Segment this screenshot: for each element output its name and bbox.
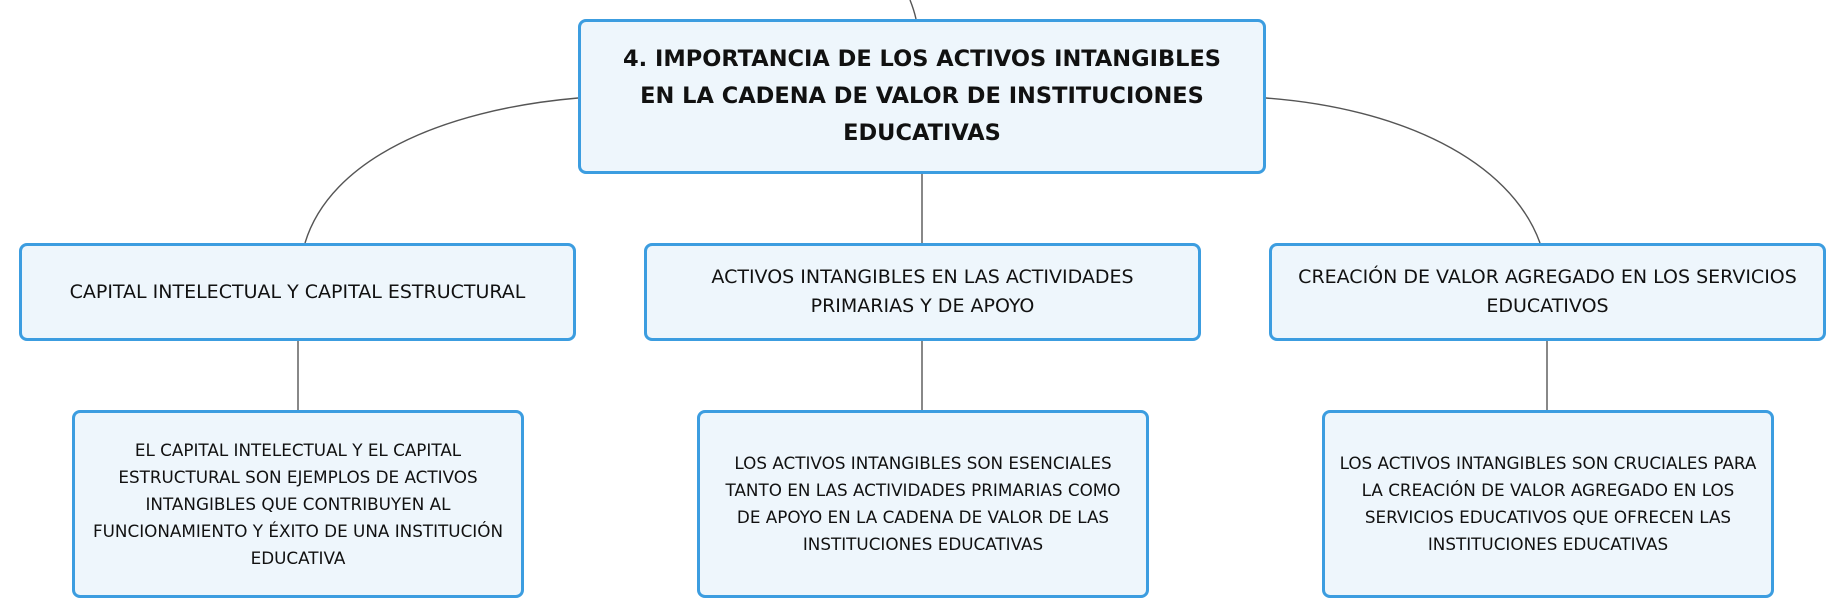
- root-topic-node[interactable]: [578, 19, 1266, 174]
- branch-label: ACTIVOS INTANGIBLES EN LAS ACTIVIDADES PRIMARIAS Y DE APOYO: [711, 266, 1134, 317]
- detail-text: EL CAPITAL INTELECTUAL Y EL CAPITAL ESTRUCTURAL SON EJEMPLOS DE ACTIVOS INTANGIBLES QUE CONTRIBUYEN AL FUNCIONAMIENTO Y ÉXITO DE UNA INSTITUCIÓN EDUCATIVA: [92, 439, 504, 568]
- branch-node-capital-intelectual[interactable]: [19, 243, 576, 341]
- connector-parent-to-root: [910, 0, 916, 19]
- root-topic-label: 4. IMPORTANCIA DE LOS ACTIVOS INTANGIBLES EN LA CADENA DE VALOR DE INSTITUCIONES EDUCATIVAS: [622, 46, 1222, 146]
- branch-node-valor-agregado[interactable]: [1269, 243, 1826, 341]
- detail-text: LOS ACTIVOS INTANGIBLES SON CRUCIALES PARA LA CREACIÓN DE VALOR AGREGADO EN LOS SERVICIOS EDUCATIVOS QUE OFRECEN LAS INSTITUCIONES EDUCATIVAS: [1339, 453, 1757, 554]
- branch-label: CAPITAL INTELECTUAL Y CAPITAL ESTRUCTURAL: [69, 280, 526, 303]
- detail-node-actividades-primarias[interactable]: [697, 410, 1149, 598]
- connector-root-to-branch-1: [305, 98, 578, 243]
- branch-label: CREACIÓN DE VALOR AGREGADO EN LOS SERVICIOS EDUCATIVOS: [1298, 266, 1797, 317]
- detail-text: LOS ACTIVOS INTANGIBLES SON ESENCIALES TANTO EN LAS ACTIVIDADES PRIMARIAS COMO DE APOYO EN LA CADENA DE VALOR DE LAS INSTITUCIONES EDUCATIVAS: [725, 453, 1121, 554]
- branch-node-actividades-primarias[interactable]: [644, 243, 1201, 341]
- detail-node-valor-agregado[interactable]: [1322, 410, 1774, 598]
- connector-root-to-branch-3: [1266, 98, 1540, 243]
- detail-node-capital-intelectual[interactable]: [72, 410, 524, 598]
